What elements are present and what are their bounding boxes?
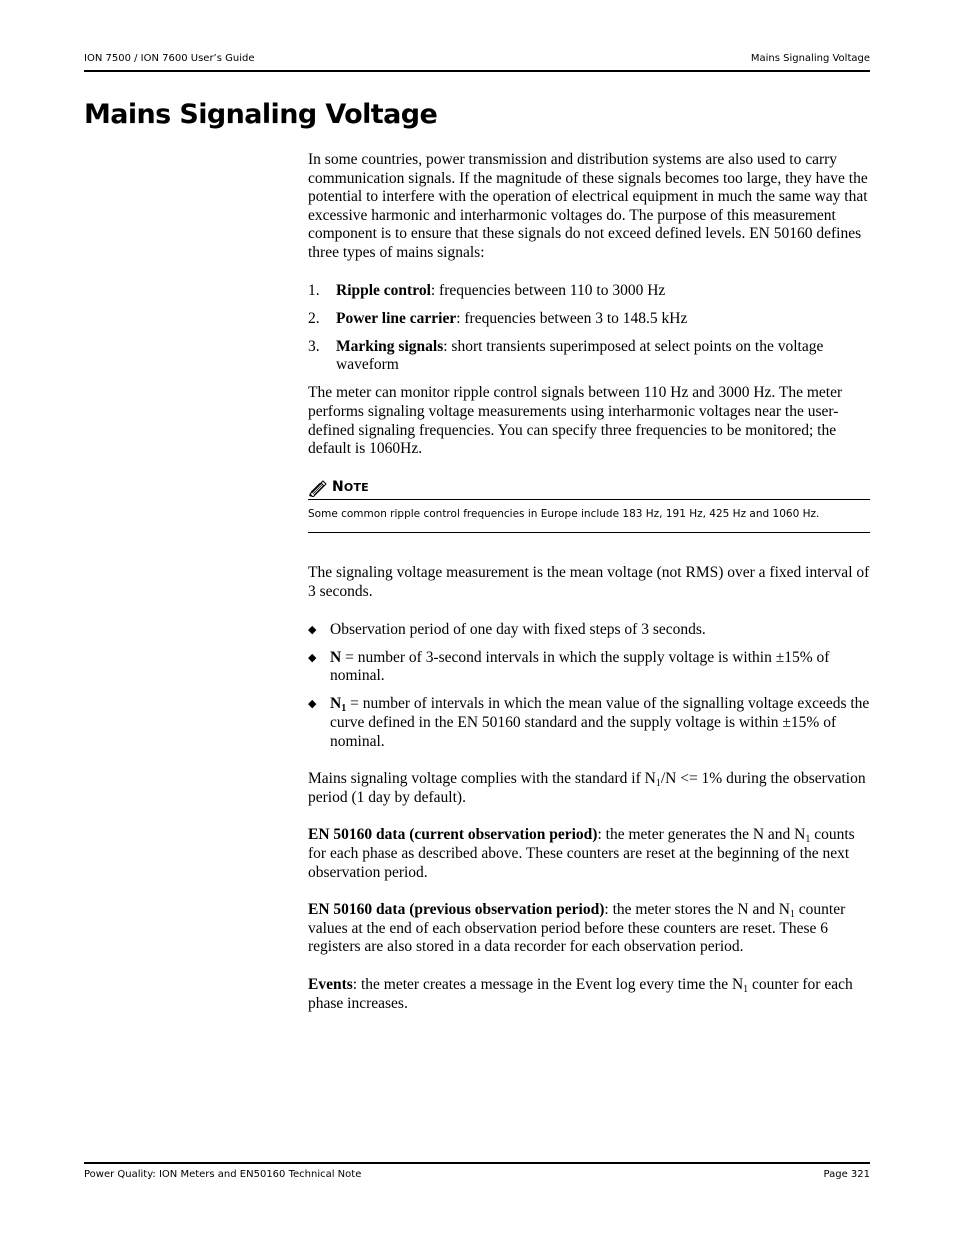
events-paragraph: Events: the meter creates a message in the Event log every time the $N_1$ counter for each phase increases. (308, 975, 853, 1012)
current-period-paragraph: EN 50160 data (current observation period): the meter generates the N and $N_1$ counts for each phase as described above. These counters are reset at the beginning of the next observation period. (308, 826, 855, 881)
monitor-paragraph: The meter can monitor ripple control signals between 110 Hz and 3000 Hz. The meter performs signaling voltage measurements using interharmonic voltages near the user-defined signaling frequencies. You can specify three frequencies to be monitored; the default is 1060Hz. (308, 384, 843, 458)
intro-paragraph: In some countries, power transmission and distribution systems are also used to carry communication signals. If the magnitude of these signals becomes too large, they have the potential to interfere with the operation of electrical equipment in much the same way that excessive harmonic and interharmonic voltages do. The purpose of this measurement component is to ensure that these signals do not exceed defined levels. EN 50160 defines three types of mains signals: (308, 151, 868, 261)
list-item (308, 282, 870, 301)
list-number: 3. (308, 337, 320, 355)
list-term: Ripple control (336, 281, 431, 299)
mean-voltage-paragraph: The signaling voltage measurement is the mean voltage (not RMS) over a fixed interval of 3 seconds. (308, 564, 870, 600)
header-guide-title: ION 7500 / ION 7600 User’s Guide (84, 53, 255, 64)
note-header (308, 478, 870, 500)
list-item: ◆ N = number of 3-second intervals in which the supply voltage is within ±15% of nominal. (308, 648, 830, 685)
note-text: Some common ripple control frequencies in Europe include 183 Hz, 191 Hz, 425 Hz and 1060 Hz. (308, 499, 870, 533)
list-description: : short transients superimposed at select points on the voltage waveform (336, 337, 824, 374)
footer-document-title: Power Quality: ION Meters and EN50160 Technical Note (84, 1169, 362, 1180)
list-item (308, 310, 870, 329)
observation-bullets (308, 621, 870, 752)
list-number: 2. (308, 309, 320, 327)
page-title: Mains Signaling Voltage (84, 99, 438, 130)
list-description: : frequencies between 3 to 148.5 kHz (456, 309, 688, 327)
page-footer (84, 1162, 870, 1180)
diamond-bullet-icon: ◆ (308, 698, 317, 711)
list-description: : frequencies between 110 to 3000 Hz (430, 281, 666, 299)
note-pencil-icon (308, 479, 328, 497)
main-content (308, 151, 870, 1032)
list-item: ◆ $N_1$ = number of intervals in which the mean value of the signalling voltage exceeds the curve defined in the EN 50160 standard and the supply voltage is within ±15% of nominal. (308, 695, 870, 750)
header-section-title: Mains Signaling Voltage (750, 53, 870, 64)
list-term: Marking signals (336, 337, 444, 355)
list-item: ◆ Observation period of one day with fixed steps of 3 seconds. (308, 620, 706, 638)
signal-types-list (308, 282, 870, 375)
page-header (84, 53, 870, 72)
list-number: 1. (308, 281, 320, 299)
diamond-bullet-icon: ◆ (308, 623, 317, 636)
list-item (308, 338, 870, 375)
previous-period-paragraph: EN 50160 data (previous observation period): the meter stores the N and $N_1$ counter values at the end of each observation period before these counters are reset. These 6 registers are also stored in a data recorder for each observation period. (308, 901, 846, 956)
list-term: Power line carrier (336, 309, 457, 327)
complies-paragraph: Mains signaling voltage complies with the standard if $N_1/N <= 1\%$ during the observation period (1 day by default). (308, 770, 866, 806)
page-number: Page 321 (823, 1169, 870, 1180)
diamond-bullet-icon: ◆ (308, 651, 317, 664)
note-box (308, 478, 870, 534)
note-title: NOTE (332, 478, 369, 495)
